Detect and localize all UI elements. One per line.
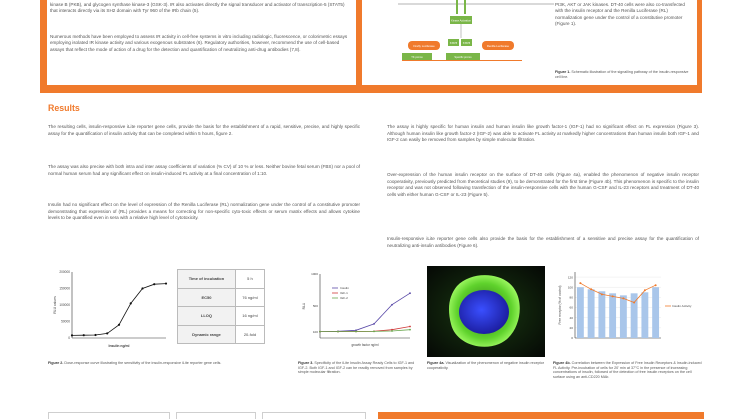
fig1-caption-label: Figure 1. bbox=[555, 70, 571, 74]
data-point bbox=[355, 331, 357, 333]
y-tick-label: 150000 bbox=[59, 286, 70, 291]
fig1-caption-text: Schematic illustration of the signalling pathway of the insulin-responsive cell line. bbox=[555, 70, 689, 79]
fig4b-caption-text: Correlation between the Expression of Free Insulin Receptors & Insulin-induced FL Activity. Pre-incubation of cells for 20' min at 37°C in the presence of increasing concentrations of insulin, followed of the detection of free insulin receptors on the cell surface using an anti-CD220 MAb. bbox=[553, 361, 702, 379]
legend-label: IGF-1 bbox=[340, 291, 348, 296]
intro-left-para2: Numerous methods have been employed to assess IR activity in cell-free systems in vitro including radiologic, fluorescence, or colorimetric essays employing isolated IR kinase activity and various exogenous substrates (6). Regulatory authorities, however, recommend the use of cell-based assays that reflect the mode of action of a drug for the detection and quantification of neutralizing anti-drug antibodies (7,8). bbox=[50, 34, 348, 52]
data-point bbox=[655, 284, 657, 286]
y-tick-label: 100 bbox=[567, 285, 573, 290]
table-cell-label: Time of incubation bbox=[178, 270, 236, 289]
data-point bbox=[644, 289, 646, 291]
fig4a-caption-text: Visualization of the phenomenon of negative insulin receptor cooperativity. bbox=[427, 361, 544, 370]
table-row bbox=[178, 307, 265, 326]
fig4b-correlation-chart bbox=[553, 266, 701, 358]
results-left-p1: The resulting cells, insulin-responsive iLite reporter gene cells, provide the basis for the establishment of a rapid, sensitive, precise, and highly specific assay for the quantification of insulin activity that can be completed within 5 hours, figure 2. bbox=[48, 124, 360, 136]
y-tick-label: 100000 bbox=[59, 303, 70, 308]
results-title: Results bbox=[48, 103, 80, 113]
y-tick-label: 80 bbox=[569, 295, 573, 300]
results-right-p1: The assay is highly specific for human insulin and human insulin like growth factor-1 (IGF-1) had no significant effect on FL expression (Figure 3). Although human insulin like growth factor-2 (IGF-2) was able to activate FL activity at markedly higher concentrations than human insulin both IGF-1 and IGF-2 can easily be removed from samples by simple molecular filtration. bbox=[387, 124, 699, 143]
data-point bbox=[409, 329, 411, 331]
y-tick-label: 40 bbox=[569, 315, 573, 320]
fig3-caption-text: Specificity of the iLite Insulin Assay Ready Cells to IGF-1 and IGF-2. Both IGF-1 and IGF-2 can be readily removed from samples by simple molecular filtration. bbox=[298, 361, 415, 375]
data-point bbox=[409, 326, 411, 328]
y-tick-label: 50000 bbox=[61, 319, 70, 324]
renilla-label: Renilla Luciferase bbox=[486, 44, 510, 48]
data-point bbox=[319, 331, 321, 333]
dose-response-line bbox=[72, 284, 166, 336]
cell-nucleus-blue bbox=[459, 290, 509, 334]
bar bbox=[620, 295, 627, 338]
series-line-igf-2 bbox=[320, 330, 410, 332]
stat5-a-label: STAT5 bbox=[449, 42, 458, 45]
data-point bbox=[118, 324, 120, 326]
intro-panel bbox=[40, 0, 702, 93]
cell-membrane bbox=[398, 3, 554, 5]
intro-left-para1: kinase B (PKB), and glycogen synthase kinase-3 (GSK-3). IR also activates directly the signal transducer and activator of transcription-5 (STAT5) that interacts directly via its SH2 domain with Tyr 960 of the IRb chain (5). bbox=[50, 2, 345, 14]
stat5-b-label: STAT5 bbox=[462, 42, 471, 45]
footer-box-3 bbox=[262, 412, 366, 419]
y-tick-label: 500 bbox=[312, 304, 318, 309]
results-right-p2: Over-expression of the human insulin receptor on the surface of DT-40 cells (Figure 4a), enabled the phenomenon of negative insulin receptor cooperativity, previously predicted from theoretical studies (9), to be demonstrated for the first time (Figure 4b). This phenomenon is specific to the insulin receptor and was not observed following transfection of the insulin-responsive cells with the human G-CSF and IL-23 receptors and treatment of DT-40 cells with either human G-CSF or IL-23 (Figure 5). bbox=[387, 172, 699, 197]
footer-orange-bar bbox=[378, 412, 704, 419]
x-axis-label: Insulin ng/ml bbox=[108, 344, 130, 348]
x-axis-label: growth factor ng/ml bbox=[351, 343, 379, 347]
table-cell-value: 76 ng/ml bbox=[235, 288, 264, 307]
fig4a-microscopy-image bbox=[427, 266, 545, 357]
fig3-caption bbox=[298, 361, 416, 375]
y-tick-label: 100 bbox=[312, 329, 318, 334]
data-point bbox=[153, 283, 155, 285]
fig2-caption-label: Figure 2. bbox=[48, 361, 64, 365]
intro-right-box bbox=[362, 0, 697, 85]
fig4b-caption-label: Figure 4b. bbox=[553, 361, 571, 365]
y-axis-label: RLU values bbox=[53, 296, 57, 314]
table-cell-label: EC50 bbox=[178, 288, 236, 307]
data-point bbox=[165, 282, 167, 284]
bar bbox=[577, 287, 584, 338]
bar bbox=[598, 291, 605, 338]
data-point bbox=[622, 297, 624, 299]
assay-parameter-table bbox=[177, 269, 265, 344]
data-point bbox=[130, 302, 132, 304]
data-point bbox=[373, 323, 375, 325]
table-cell-label: Dynamic range bbox=[178, 325, 236, 344]
data-point bbox=[579, 282, 581, 284]
data-point bbox=[391, 304, 393, 306]
y-tick-label: 0 bbox=[68, 336, 70, 341]
footer-box-1 bbox=[48, 412, 170, 419]
firefly-label: Firefly Luciferase bbox=[413, 44, 435, 48]
fig2-dose-response-chart bbox=[48, 268, 170, 356]
bar bbox=[588, 289, 595, 338]
dna-strand bbox=[402, 60, 522, 61]
kinase-label: Kinase Activation bbox=[451, 19, 471, 23]
series-line-insulin bbox=[320, 293, 410, 331]
y-tick-label: 1000 bbox=[311, 272, 318, 277]
table-cell-value: 5 h bbox=[235, 270, 264, 289]
bar bbox=[641, 292, 648, 338]
bar bbox=[609, 293, 616, 338]
data-point bbox=[106, 332, 108, 334]
data-point bbox=[391, 330, 393, 332]
intro-left-box bbox=[47, 0, 356, 85]
legend-label: Insulin bbox=[340, 286, 349, 291]
fig2-caption bbox=[48, 361, 270, 366]
table-row bbox=[178, 270, 265, 289]
data-point bbox=[409, 292, 411, 294]
fig4a-caption bbox=[427, 361, 545, 370]
data-point bbox=[83, 334, 85, 336]
data-point bbox=[601, 293, 603, 295]
signalling-diagram bbox=[362, 0, 562, 70]
data-point bbox=[633, 301, 635, 303]
fig4a-caption-label: Figure 4a. bbox=[427, 361, 445, 365]
data-point bbox=[612, 295, 614, 297]
data-point bbox=[71, 334, 73, 336]
results-right-p3: Insulin-responsive iLite reporter gene cells also provide the basis for the establishment of a sensitive and precise assay for the quantification of neutralizing anti-insulin antibodies (Figure 6). bbox=[387, 236, 699, 248]
fig4b-caption bbox=[553, 361, 703, 379]
fig2-caption-text: Dose-response curve illustrating the sensitivity of the insulin-responsive iLite reporter gene cells. bbox=[63, 361, 222, 365]
y-tick-label: 200000 bbox=[59, 270, 70, 275]
table-row bbox=[178, 288, 265, 307]
y-tick-label: 20 bbox=[569, 326, 573, 331]
table-row bbox=[178, 325, 265, 344]
legend-label: IGF-2 bbox=[340, 296, 348, 301]
specific-promo-label: Specific promo bbox=[454, 56, 472, 59]
fig1-caption bbox=[555, 70, 693, 79]
y-axis-label: Free receptor (% of control) bbox=[558, 285, 562, 325]
table-cell-value: 20-fold bbox=[235, 325, 264, 344]
results-left-p2: The assay was also precise with both intra and inter assay coefficients of variation (% CV) of 10 % or less. Neither bovine fetal serum (FBS) nor a pool of normal human serum had any significant effect on insulin-induced FL activity at a final concentration of 1:10. bbox=[48, 164, 360, 176]
y-tick-label: 60 bbox=[569, 305, 573, 310]
legend-label: Insulin Activity bbox=[672, 304, 692, 309]
intro-right-text: PI3K, AKT or JAK kinases. DT-40 cells were also co-transfected with the insulin receptor and the Renilla Luciferase (RL) normalization gene under the control of a constitutive promoter (Figure 1). bbox=[555, 2, 685, 26]
fig3-caption-label: Figure 3. bbox=[298, 361, 314, 365]
data-point bbox=[337, 331, 339, 333]
data-point bbox=[94, 334, 96, 336]
data-point bbox=[141, 287, 143, 289]
data-point bbox=[590, 288, 592, 290]
table-cell-value: 16 ng/ml bbox=[235, 307, 264, 326]
table-cell-label: LLOQ bbox=[178, 307, 236, 326]
bar bbox=[652, 287, 659, 338]
data-point bbox=[373, 331, 375, 333]
footer-box-2 bbox=[176, 412, 256, 419]
fig3-specificity-chart bbox=[298, 266, 418, 358]
y-tick-label: 0 bbox=[571, 336, 573, 341]
tk-promo-label: TK promo bbox=[411, 56, 423, 59]
y-axis-label: RLU bbox=[302, 302, 306, 310]
results-left-p3: Insulin had no significant effect on the level of expression of the Renilla Luciferase (RL) normalization gene under the control of a constitutive promoter demonstrating that expression of (RL) provides a means for correcting for non-specific cyto-toxic effects or serum matrix effects and allows cytokine levels to be quantified even in sera with a relative high level of cytotoxicity. bbox=[48, 202, 360, 221]
y-tick-label: 120 bbox=[567, 275, 573, 280]
